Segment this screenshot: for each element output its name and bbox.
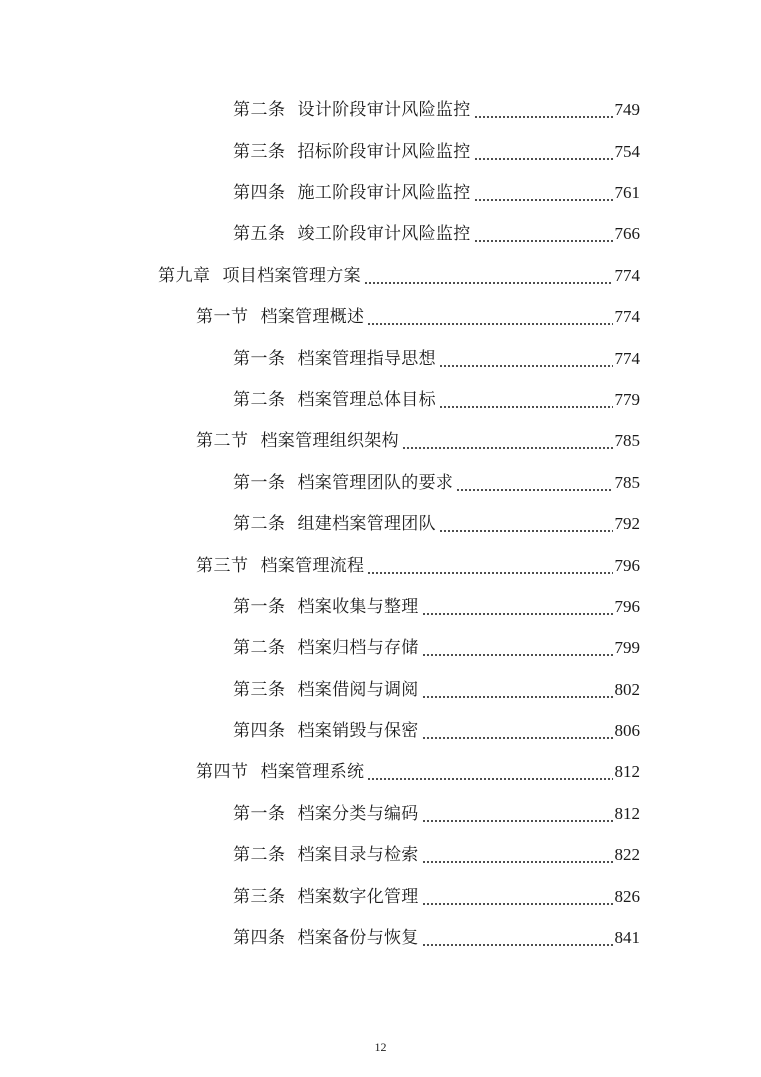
dot-leader [422, 924, 613, 952]
toc-entry-page: 792 [614, 514, 640, 533]
toc-entry[interactable] [196, 758, 640, 786]
dot-leader [367, 758, 612, 786]
toc-entry[interactable] [233, 841, 640, 869]
toc-entry[interactable] [233, 634, 640, 662]
toc-entry-number: 第二条 [233, 845, 286, 865]
toc-entry-title: 档案管理团队的要求 [297, 473, 454, 493]
toc-entry-title: 项目档案管理方案 [222, 266, 361, 286]
toc-entry-page: 826 [614, 887, 640, 906]
toc-entry-title: 档案分类与编码 [297, 804, 419, 824]
toc-entry-title: 档案管理流程 [260, 556, 365, 576]
toc-entry-title: 档案目录与检索 [297, 845, 419, 865]
toc-entry-page: 785 [614, 431, 640, 450]
dot-leader [422, 800, 613, 828]
toc-entry-page: 812 [614, 762, 640, 781]
toc-entry-page: 774 [614, 266, 640, 285]
toc-entry-number: 第三条 [233, 887, 286, 907]
toc-entry[interactable] [233, 676, 640, 704]
toc-entry-page: 749 [614, 100, 640, 119]
toc-entry-number: 第二节 [196, 431, 249, 451]
toc-entry-title: 档案管理组织架构 [260, 431, 399, 451]
toc-entry-title: 施工阶段审计风险监控 [297, 183, 471, 203]
toc-entry[interactable] [233, 138, 640, 166]
dot-leader [402, 427, 613, 455]
toc-entry-title: 档案借阅与调阅 [297, 680, 419, 700]
toc-entry[interactable] [233, 386, 640, 414]
toc-entry-page: 774 [614, 307, 640, 326]
toc-entry-title: 档案收集与整理 [297, 597, 419, 617]
toc-entry-title: 档案管理系统 [260, 762, 365, 782]
toc-entry-number: 第二条 [233, 638, 286, 658]
toc-entry[interactable] [233, 800, 640, 828]
toc-entry-title: 档案管理指导思想 [297, 349, 436, 369]
toc-entry-number: 第四节 [196, 762, 249, 782]
toc-entry[interactable] [233, 179, 640, 207]
toc-entry-page: 812 [614, 804, 640, 823]
dot-leader [422, 717, 613, 745]
dot-leader [439, 345, 613, 373]
toc-entry-page: 822 [614, 845, 640, 864]
toc-entry-title: 档案销毁与保密 [297, 721, 419, 741]
toc-entry-page: 766 [614, 224, 640, 243]
toc-entry-title: 招标阶段审计风险监控 [297, 142, 471, 162]
toc-entry-number: 第三条 [233, 680, 286, 700]
toc-entry[interactable] [233, 593, 640, 621]
toc-entry[interactable] [196, 427, 640, 455]
toc-entry-number: 第五条 [233, 224, 286, 244]
dot-leader [474, 138, 613, 166]
toc-entry-title: 档案备份与恢复 [297, 928, 419, 948]
dot-leader [422, 634, 613, 662]
toc-entry-page: 796 [614, 556, 640, 575]
toc-entry[interactable] [233, 883, 640, 911]
toc-entry-page: 754 [614, 142, 640, 161]
toc-entry-title: 组建档案管理团队 [297, 514, 436, 534]
toc-entry[interactable] [233, 510, 640, 538]
dot-leader [422, 883, 613, 911]
toc-entry-page: 779 [614, 390, 640, 409]
toc-entry-page: 799 [614, 638, 640, 657]
toc-entry-title: 竣工阶段审计风险监控 [297, 224, 471, 244]
toc-entry[interactable] [233, 96, 640, 124]
toc-entry-number: 第四条 [233, 721, 286, 741]
dot-leader [474, 179, 613, 207]
toc-entry-page: 806 [614, 721, 640, 740]
dot-leader [422, 593, 613, 621]
toc-entry-page: 774 [614, 349, 640, 368]
dot-leader [367, 303, 612, 331]
toc-entry[interactable] [233, 345, 640, 373]
toc-entry-page: 796 [614, 597, 640, 616]
toc-entry[interactable] [196, 552, 640, 580]
toc-entry-page: 802 [614, 680, 640, 699]
toc-entry-title: 档案管理总体目标 [297, 390, 436, 410]
dot-leader [439, 386, 613, 414]
toc-entry-number: 第九章 [158, 266, 211, 286]
page-number: 12 [374, 1040, 387, 1054]
toc-entry[interactable] [158, 262, 640, 290]
toc-entry-page: 841 [614, 928, 640, 947]
toc-entry-number: 第四条 [233, 183, 286, 203]
toc-entry-title: 档案归档与存储 [297, 638, 419, 658]
toc-entry[interactable] [233, 717, 640, 745]
dot-leader [474, 96, 613, 124]
dot-leader [422, 841, 613, 869]
toc-entry-number: 第一条 [233, 804, 286, 824]
toc-entry-number: 第一节 [196, 307, 249, 327]
toc-entry-number: 第二条 [233, 514, 286, 534]
toc-entry-number: 第二条 [233, 100, 286, 120]
toc-entry-number: 第四条 [233, 928, 286, 948]
dot-leader [364, 262, 613, 290]
toc-entry-title: 设计阶段审计风险监控 [297, 100, 471, 120]
toc-entry-number: 第三条 [233, 142, 286, 162]
toc-entry[interactable] [196, 303, 640, 331]
toc-entry-number: 第二条 [233, 390, 286, 410]
toc-entry-title: 档案数字化管理 [297, 887, 419, 907]
dot-leader [367, 552, 612, 580]
toc-entry-number: 第三节 [196, 556, 249, 576]
dot-leader [456, 469, 612, 497]
toc-entry-number: 第一条 [233, 349, 286, 369]
toc-entry[interactable] [233, 220, 640, 248]
dot-leader [422, 676, 613, 704]
dot-leader [439, 510, 613, 538]
toc-entry-number: 第一条 [233, 473, 286, 493]
toc-entry-page: 761 [614, 183, 640, 202]
toc-entry-page: 785 [614, 473, 640, 492]
toc-entry[interactable] [233, 469, 640, 497]
toc-entry-number: 第一条 [233, 597, 286, 617]
dot-leader [474, 220, 613, 248]
toc-entry-title: 档案管理概述 [260, 307, 365, 327]
toc-entry[interactable] [233, 924, 640, 952]
